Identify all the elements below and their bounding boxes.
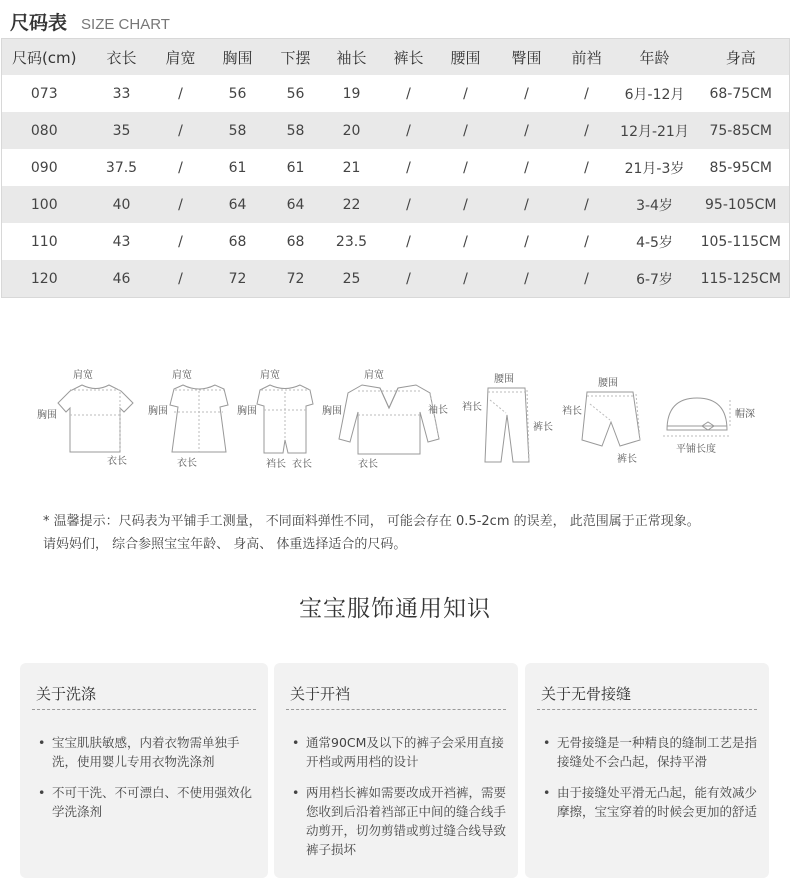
- table-cell: /: [435, 112, 497, 149]
- table-cell: 58: [205, 112, 271, 149]
- table-row: [2, 75, 790, 112]
- col-header: 前裆: [557, 39, 617, 76]
- label-chest: 胸围: [322, 406, 342, 417]
- col-header: 腰围: [435, 39, 497, 76]
- col-header: 肩宽: [157, 39, 205, 76]
- table-cell: /: [584, 233, 589, 250]
- measurement-diagrams: [0, 360, 790, 480]
- measurement-note: [43, 510, 773, 556]
- table-cell: 56: [228, 85, 247, 102]
- card-open-crotch: [274, 663, 518, 878]
- label-chest: 胸围: [237, 406, 257, 417]
- col-header: 尺码(cm): [2, 39, 87, 76]
- label-rise: 裆长: [462, 402, 482, 413]
- label-length: 衣长: [292, 459, 312, 470]
- table-cell: 61: [228, 159, 247, 176]
- table-cell: /: [524, 159, 529, 176]
- table-cell: 4-5岁: [636, 234, 673, 251]
- table-cell: /: [435, 260, 497, 298]
- table-cell: 073: [30, 85, 58, 102]
- table-cell: 110: [30, 233, 58, 250]
- col-header: 裤长: [383, 39, 435, 76]
- table-cell: 58: [271, 112, 321, 149]
- label-length: 裤长: [617, 454, 637, 465]
- table-cell: 85-95CM: [709, 159, 773, 176]
- table-cell: /: [178, 233, 183, 250]
- card-washing: [20, 663, 268, 878]
- col-header: 衣长: [87, 39, 157, 76]
- list-item: • 不可干洗、不可漂白、不使用强效化学洗涤剂: [38, 783, 258, 821]
- label-shoulder: 肩宽: [172, 370, 192, 381]
- table-cell: /: [497, 260, 557, 298]
- table-cell: 35: [87, 112, 157, 149]
- card-divider: [286, 709, 506, 710]
- shorts-diagram: [562, 377, 640, 465]
- table-cell: 22: [321, 186, 383, 223]
- table-row: [2, 149, 790, 186]
- col-header: 下摆: [271, 39, 321, 76]
- label-shoulder: 肩宽: [260, 370, 280, 381]
- table-cell: /: [584, 85, 589, 102]
- table-cell: /: [406, 159, 411, 176]
- label-length: 衣长: [358, 459, 378, 470]
- table-cell: /: [557, 112, 617, 149]
- table-cell: /: [157, 112, 205, 149]
- table-cell: /: [383, 186, 435, 223]
- table-cell: 19: [342, 85, 361, 102]
- table-cell: 23.5: [335, 233, 368, 250]
- note-line-1: * 温馨提示：尺码表为平铺手工测量， 不同面料弹性不同， 可能会存在 0.5-2cm 的误差， 此范围属于正常现象。: [43, 514, 700, 529]
- list-item: • 宝宝肌肤敏感，内着衣物需单独手洗，使用婴儿专用衣物洗涤剂: [38, 733, 258, 771]
- table-cell: 25: [321, 260, 383, 298]
- table-row: [2, 186, 790, 223]
- table-cell: /: [524, 85, 529, 102]
- card-list: [292, 733, 508, 871]
- label-rise: 裆长: [266, 459, 286, 470]
- col-header: 臀围: [497, 39, 557, 76]
- label-chest: 胸围: [148, 406, 168, 417]
- table-cell: /: [178, 159, 183, 176]
- label-length: 衣长: [177, 458, 197, 469]
- table-row: [2, 112, 790, 149]
- chart-header: [10, 8, 170, 36]
- jacket-diagram: [322, 368, 448, 470]
- table-cell: /: [157, 260, 205, 298]
- note-line-2: 请妈妈们， 综合参照宝宝年龄、 身高、 体重选择适合的尺码。: [43, 537, 407, 552]
- table-cell: 37.5: [105, 159, 138, 176]
- chart-title: 尺码表: [10, 12, 68, 34]
- table-row: [2, 223, 790, 260]
- label-waist: 腰围: [494, 374, 514, 385]
- table-cell: 21: [342, 159, 361, 176]
- table-cell: 120: [2, 260, 87, 298]
- card-seamless: [525, 663, 769, 878]
- list-item: • 两用档长裤如需要改成开裆裤，需要您收到后沿着裆部正中间的缝合线手动剪开，切勿剪错或剪过缝合线导致裤子损坏: [292, 783, 508, 859]
- label-flat-width: 平铺长度: [676, 444, 716, 455]
- list-item: • 无骨接缝是一种精良的缝制工艺是指接缝处不会凸起，保持平滑: [543, 733, 759, 771]
- label-length: 衣长: [107, 456, 127, 467]
- table-cell: /: [406, 233, 411, 250]
- table-cell: 3-4岁: [617, 186, 693, 223]
- table-cell: 100: [2, 186, 87, 223]
- chart-title-en: SIZE CHART: [81, 16, 170, 33]
- table-cell: /: [584, 159, 589, 176]
- label-sleeve: 袖长: [428, 405, 448, 416]
- table-cell: /: [497, 186, 557, 223]
- section-title: 宝宝服饰通用知识: [299, 596, 491, 622]
- card-divider: [537, 709, 757, 710]
- table-cell: 105-115CM: [700, 233, 781, 250]
- table-cell: /: [406, 85, 411, 102]
- table-cell: 75-85CM: [693, 112, 790, 149]
- col-header: 胸围: [205, 39, 271, 76]
- table-cell: 64: [205, 186, 271, 223]
- size-table-body: [2, 75, 790, 298]
- table-cell: 090: [30, 159, 58, 176]
- label-chest: 胸围: [37, 410, 57, 421]
- pants-diagram: [462, 373, 553, 462]
- table-cell: /: [463, 159, 468, 176]
- table-cell: 080: [2, 112, 87, 149]
- card-title: 关于开裆: [290, 685, 351, 703]
- size-table: [1, 38, 790, 298]
- label-rise: 裆长: [562, 406, 582, 417]
- table-cell: 46: [87, 260, 157, 298]
- table-cell: 40: [87, 186, 157, 223]
- size-table-header-row: [2, 39, 790, 76]
- table-cell: 43: [112, 233, 131, 250]
- table-cell: /: [383, 260, 435, 298]
- hat-diagram: [663, 398, 755, 455]
- table-cell: /: [157, 186, 205, 223]
- table-cell: 6-7岁: [617, 260, 693, 298]
- col-header: 袖长: [321, 39, 383, 76]
- table-cell: /: [463, 233, 468, 250]
- table-cell: 72: [271, 260, 321, 298]
- card-title: 关于无骨接缝: [541, 685, 632, 703]
- label-shoulder: 肩宽: [364, 370, 384, 381]
- table-cell: 61: [286, 159, 305, 176]
- col-header: 年龄: [617, 39, 693, 76]
- table-cell: /: [435, 186, 497, 223]
- table-cell: /: [178, 85, 183, 102]
- table-cell: /: [557, 260, 617, 298]
- table-cell: 68-75CM: [709, 85, 773, 102]
- table-cell: 95-105CM: [693, 186, 790, 223]
- table-cell: /: [524, 233, 529, 250]
- table-cell: /: [383, 112, 435, 149]
- table-cell: 6月-12月: [624, 86, 685, 103]
- table-cell: /: [463, 85, 468, 102]
- table-cell: 115-125CM: [693, 260, 790, 298]
- card-list: [543, 733, 759, 833]
- tshirt-diagram: [37, 368, 133, 467]
- table-cell: /: [497, 112, 557, 149]
- table-cell: 56: [286, 85, 305, 102]
- card-title: 关于洗涤: [36, 685, 97, 703]
- list-item: • 通常90CM及以下的裤子会采用直接开档或两用档的设计: [292, 733, 508, 771]
- table-cell: 21月-3岁: [624, 160, 685, 177]
- table-cell: 64: [271, 186, 321, 223]
- col-header: 身高: [693, 39, 790, 76]
- label-shoulder: 肩宽: [73, 370, 93, 381]
- table-cell: 72: [205, 260, 271, 298]
- table-cell: /: [557, 186, 617, 223]
- table-cell: 68: [286, 233, 305, 250]
- table-cell: 20: [321, 112, 383, 149]
- table-cell: 12月-21月: [617, 112, 693, 149]
- dress-diagram: [148, 368, 228, 469]
- label-length: 裤长: [533, 422, 553, 433]
- label-waist: 腰围: [598, 378, 618, 389]
- card-list: [38, 733, 258, 833]
- label-depth: 帽深: [735, 409, 755, 420]
- table-cell: 68: [228, 233, 247, 250]
- table-row: [2, 260, 790, 298]
- table-cell: 33: [112, 85, 131, 102]
- card-divider: [32, 709, 256, 710]
- romper-diagram: [237, 368, 313, 470]
- list-item: • 由于接缝处平滑无凸起，能有效减少摩擦，宝宝穿着的时候会更加的舒适: [543, 783, 759, 821]
